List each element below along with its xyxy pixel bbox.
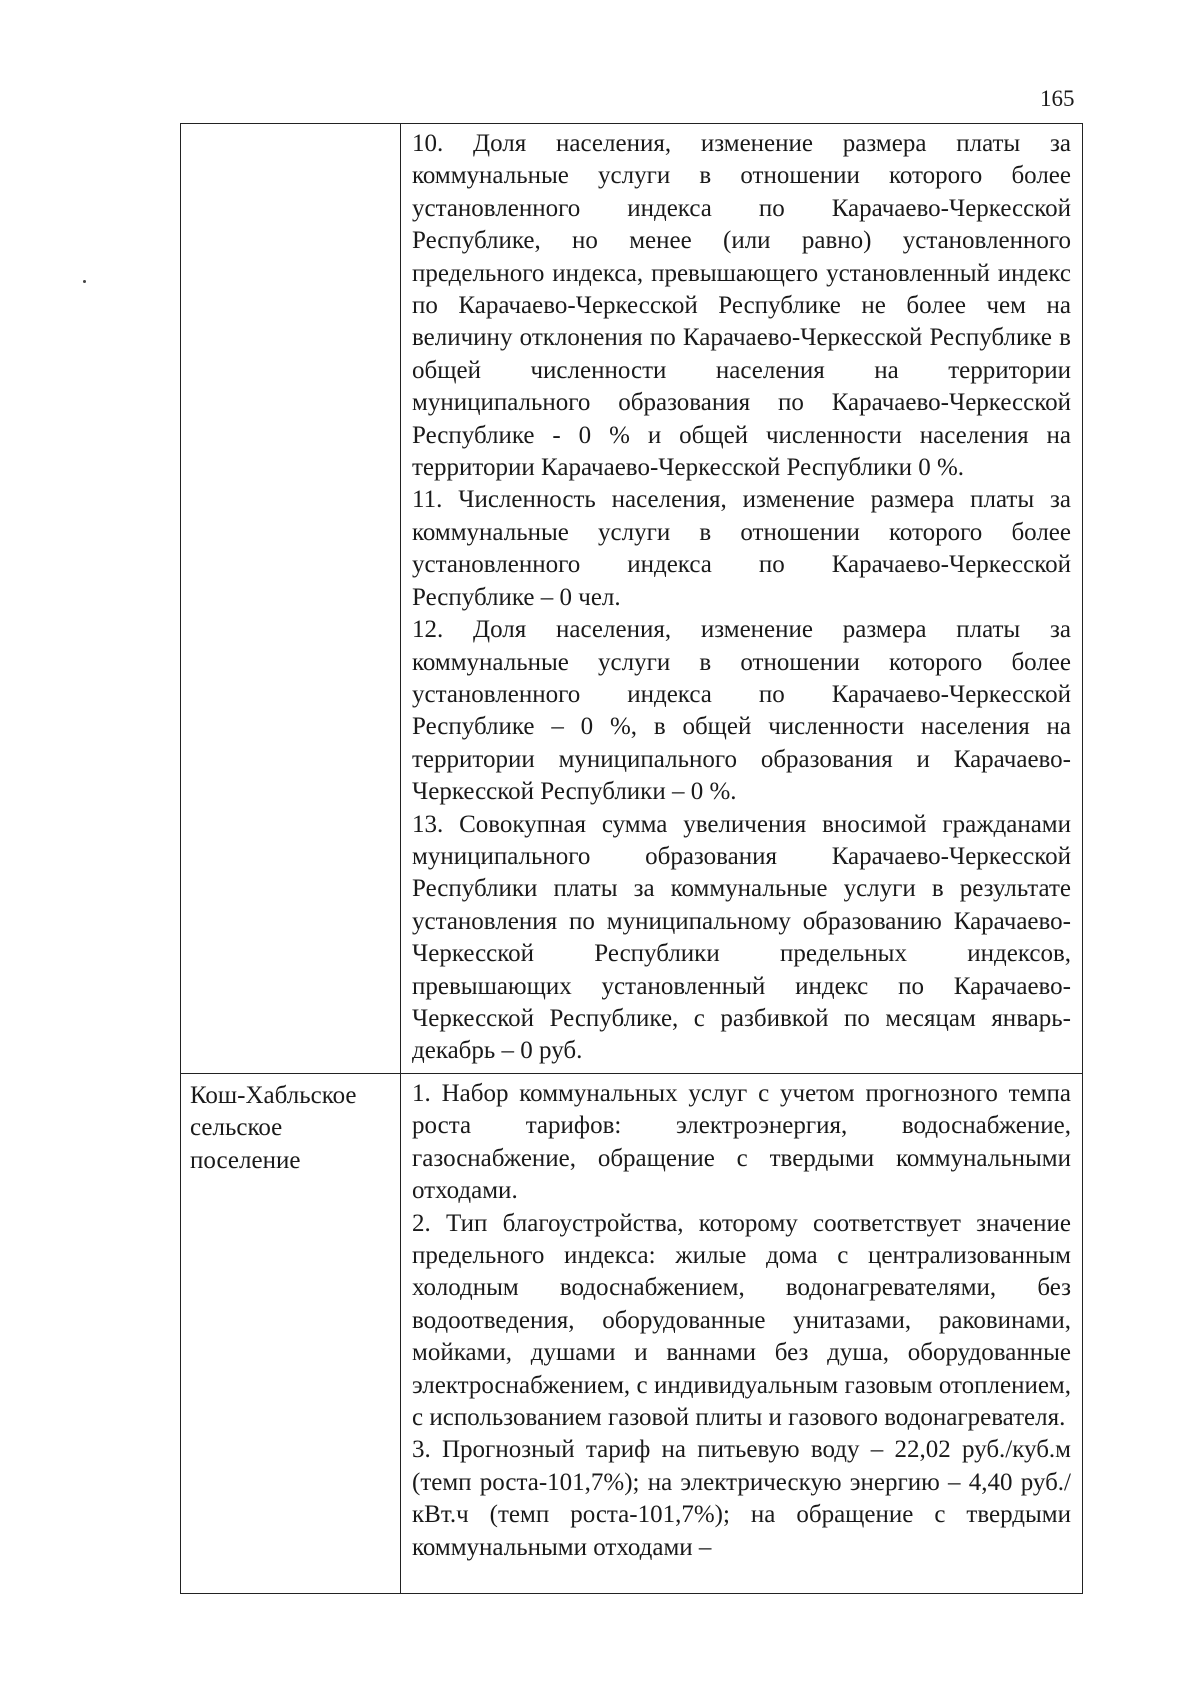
scan-speck bbox=[83, 280, 86, 283]
municipality-cell bbox=[181, 1074, 401, 1594]
page-number: 165 bbox=[1040, 86, 1075, 111]
indicator-paragraph: 13. Совокупная сумма увеличения вносимой гражданами муниципального образования Карачаево-Черкесской Республики платы за коммунальные услуги в результате установления по муниципальному образованию Карачаево-Черкесской Республики предельных индексов, превышающих установленный индекс по Карачаево-Черкесской Республике, с разбивкой по месяцам январь-декабрь – 0 руб. bbox=[412, 810, 1071, 1065]
indicator-paragraph: 10. Доля населения, изменение размера платы за коммунальные услуги в отношении которого более установленного индекса по Карачаево-Черкесской Республике, но менее (или равно) установленного предельного индекса, превышающего установленный индекс по Карачаево-Черкесской Республике не более чем на величину отклонения по Карачаево-Черкесской Республике в общей численности населения на территории муниципального образования по Карачаево-Черкесской Республике - 0 % и общей численности населения на территории Карачаево-Черкесской Республики 0 %. bbox=[412, 130, 1071, 482]
municipality-cell bbox=[181, 124, 401, 1074]
indicator-paragraph: 2. Тип благоустройства, которому соответствует значение предельного индекса: жилые дома с централизованным холодным водоснабжением, водонагревателями, без водоотведения, оборудованные унитазами, раковинами, мойками, душами и ваннами без душа, оборудованные электроснабжением, с индивидуальным газовым отоплением, с использованием газовой плиты и газового водонагревателя. bbox=[412, 1209, 1071, 1432]
indicators-cell bbox=[401, 1074, 1083, 1594]
indicator-paragraph: 11. Численность населения, изменение размера платы за коммунальные услуги в отношении которого более установленного индекса по Карачаево-Черкесской Республике – 0 чел. bbox=[412, 486, 1071, 611]
municipality-name: Кош-Хабльское сельское поселение bbox=[190, 1082, 357, 1174]
table-row bbox=[181, 124, 1083, 1074]
indicators-table bbox=[180, 123, 1083, 1594]
indicator-paragraph: 1. Набор коммунальных услуг с учетом прогнозного темпа роста тарифов: электроэнергия, водоснабжение, газоснабжение, обращение с твердыми коммунальными отходами. bbox=[412, 1080, 1071, 1205]
indicator-paragraph: 3. Прогнозный тариф на питьевую воду – 22,02 руб./куб.м (темп роста-101,7%); на электрическую энергию – 4,40 руб./кВт.ч (темп роста-101,7%); на обращение с твердыми коммунальными отходами – bbox=[412, 1436, 1071, 1561]
municipality-name bbox=[181, 124, 400, 130]
indicators-cell bbox=[401, 124, 1083, 1074]
table-row bbox=[181, 1074, 1083, 1594]
indicator-paragraph: 12. Доля населения, изменение размера платы за коммунальные услуги в отношении которого более установленного индекса по Карачаево-Черкесской Республике – 0 %, в общей численности населения на территории муниципального образования и Карачаево-Черкесской Республики – 0 %. bbox=[412, 616, 1071, 806]
